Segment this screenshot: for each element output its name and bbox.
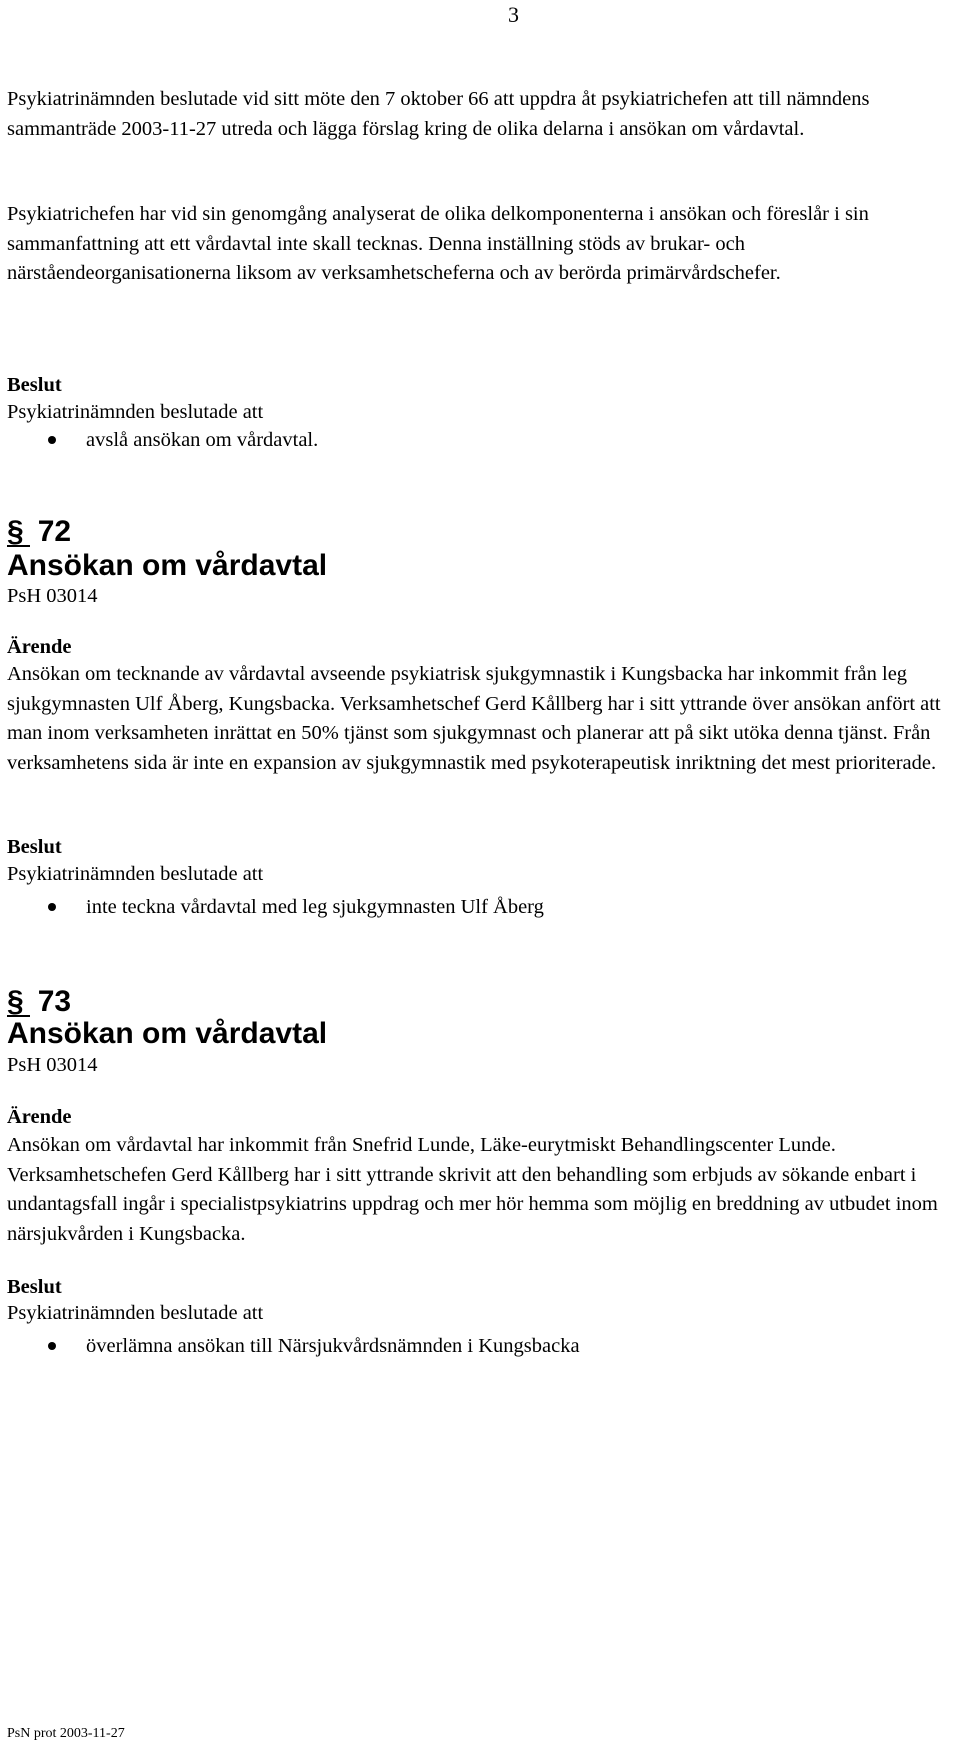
footer: PsN prot 2003-11-27 [7, 1726, 125, 1741]
section-73-arende-text: Ansökan om vårdavtal har inkommit från Snefrid Lunde, Läke-eurytmiskt Behandlingscenter Lunde. Verksamhetschefen Gerd Kållberg har i sitt yttrande skrivit att den behandling som erbjuds av sökande enbart i undantagsfall ingår i specialistpsykiatrins uppdrag och mer hör hemma som möjlig en breddning av utbudet inom närsjukvården i Kungsbacka. [7, 1134, 938, 1245]
section-72-num: 72 [37, 515, 72, 548]
intro-paragraph-2: Psykiatrichefen har vid sin genomgång analyserat de olika delkomponenterna i ansökan och föreslår i sin sammanfattning att ett vårdavtal inte skall tecknas. Denna inställning stöds av brukar- och närståendeorganisationerna liksom av verksamhetscheferna och av berörda primärvårdschefer. [7, 203, 869, 284]
section-72-beslut-heading: Beslut [7, 836, 62, 858]
section-73-bullet-item: överlämna ansökan till Närsjukvårdsnämnden i Kungsbacka [86, 1335, 580, 1357]
section-72-title: Ansökan om vårdavtal [7, 549, 328, 582]
section-73-number [7, 985, 71, 1019]
page-number: 3 [508, 2, 519, 27]
bullet-icon [48, 903, 56, 911]
intro-bullet-item: avslå ansökan om vårdavtal. [86, 429, 319, 451]
section-73-title: Ansökan om vårdavtal [7, 1017, 328, 1050]
section-73-num: 73 [37, 985, 72, 1018]
section-73-beslut-heading: Beslut [7, 1276, 62, 1298]
section-73-arende-heading: Ärende [7, 1106, 72, 1128]
section-72-arende-heading: Ärende [7, 636, 72, 658]
intro-paragraph-1: Psykiatrinämnden beslutade vid sitt möte den 7 oktober 66 att uppdra åt psykiatrichefen att till nämndens sammanträde 2003-11-27 utreda och lägga förslag kring de olika delarna i ansökan om vårdavtal. [7, 88, 870, 140]
intro-beslut-heading: Beslut [7, 374, 62, 396]
section-symbol-icon: § [7, 985, 24, 1018]
bullet-icon [48, 1342, 56, 1350]
section-72-beslut-text: Psykiatrinämnden beslutade att [7, 863, 264, 885]
section-73-ref: PsH 03014 [7, 1054, 98, 1076]
section-73-beslut-text: Psykiatrinämnden beslutade att [7, 1302, 264, 1324]
section-72-number [7, 515, 71, 549]
section-symbol-icon: § [7, 515, 24, 548]
section-72-arende-text: Ansökan om tecknande av vårdavtal avseende psykiatrisk sjukgymnastik i Kungsbacka har inkommit från leg sjukgymnasten Ulf Åberg, Kungsbacka. Verksamhetschef Gerd Kållberg har i sitt yttrande över ansökan anfört att man inom verksamheten inrättat en 50% tjänst som sjukgymnast och planerar att på sikt utöka denna tjänst. Från verksamhetens sida är inte en expansion av sjukgymnastik med psykoterapeutisk inriktning det mest prioriterade. [7, 663, 941, 774]
section-72-bullet-item: inte teckna vårdavtal med leg sjukgymnasten Ulf Åberg [86, 896, 544, 918]
intro-beslut-text: Psykiatrinämnden beslutade att [7, 401, 264, 423]
bullet-icon [48, 436, 56, 444]
section-72-ref: PsH 03014 [7, 585, 98, 607]
